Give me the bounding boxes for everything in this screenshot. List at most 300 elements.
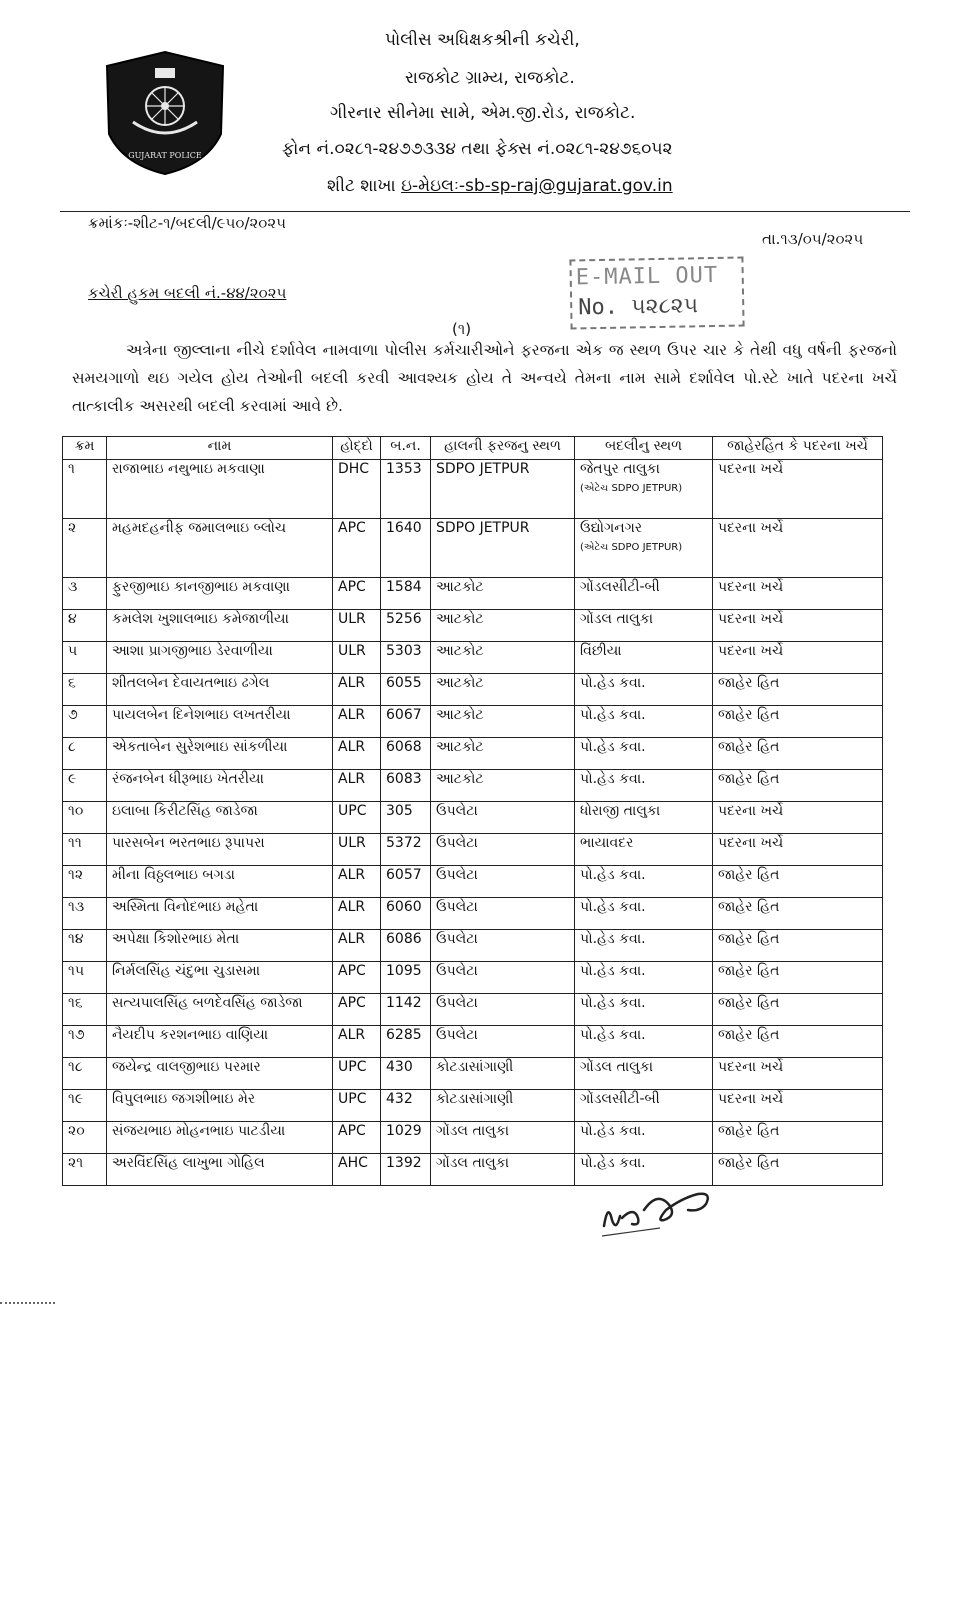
cell-current-posting <box>431 674 575 706</box>
cell-transfer-place-text: પો.હેડ કવા. <box>580 899 646 915</box>
cell-buckle-number <box>381 770 431 802</box>
branch-label: શીટ શાખા <box>327 176 396 196</box>
cell-transfer-place-text: પો.હેડ કવા. <box>580 1027 646 1043</box>
cell-name-text: અપેક્ષા કિશોરભાઇ મેતા <box>112 931 240 947</box>
cell-buckle-number <box>381 706 431 738</box>
cell-transfer-place <box>575 519 713 578</box>
cell-current-posting-text: ઉપલેટા <box>436 803 478 819</box>
cell-serial-text: ૪ <box>68 611 77 627</box>
attach-note: (એટેચ SDPO JETPUR) <box>580 542 683 553</box>
signature <box>600 1176 730 1238</box>
cell-serial <box>63 930 107 962</box>
cell-buckle-number-text: 305 <box>386 803 413 819</box>
cell-designation-text: ALR <box>338 707 366 723</box>
cell-designation <box>333 460 381 519</box>
cell-designation-text: ALR <box>338 771 366 787</box>
cell-current-posting-text: આટકોટ <box>436 643 484 659</box>
cell-transfer-type <box>713 519 883 578</box>
cell-transfer-place <box>575 642 713 674</box>
cell-serial-text: ૧૫ <box>68 963 85 979</box>
cell-current-posting <box>431 738 575 770</box>
cell-name-text: ફુરજીભાઇ કાનજીભાઇ મકવાણા <box>112 579 290 595</box>
cell-serial <box>63 460 107 519</box>
cell-transfer-type-text: જાહેર હિત <box>718 1155 780 1171</box>
cell-serial <box>63 1154 107 1186</box>
cell-transfer-type-text: જાહેર હિત <box>718 1123 780 1139</box>
cell-serial <box>63 642 107 674</box>
cell-buckle-number-text: 6285 <box>386 1027 422 1043</box>
order-paragraph-text: અત્રેના જીલ્લાના નીચે દર્શાવેલ નામવાળા પોલીસ કર્મચારીઓને ફરજના એક જ સ્થળ ઉપર ચાર કે તેથી વધુ વર્ષની ફરજનો સમયગાળો થઇ ગયેલ હોય તેઓની બદલી કરવી આવશ્યક હોય તે અન્વયે તેમના નામ સામે દર્શાવેલ પો.સ્ટે ખાતે પદરના ખર્ચે તાત્કાલીક અસરથી બદલી કરવામાં આવે છે. <box>72 341 897 415</box>
cell-current-posting-text: ઉપલેટા <box>436 835 478 851</box>
cell-current-posting-text: આટકોટ <box>436 771 484 787</box>
cell-name-text: કમલેશ ખુશાલભાઇ કમેજાળીયા <box>112 611 289 627</box>
cell-transfer-type <box>713 706 883 738</box>
table-header-row <box>63 437 883 460</box>
header-divider <box>60 211 910 212</box>
col-header-current-posting: હાલની ફરજનુ સ્થળ <box>431 437 575 460</box>
cell-current-posting-text: આટકોટ <box>436 707 484 723</box>
cell-designation-text: ULR <box>338 643 366 659</box>
cell-transfer-place <box>575 770 713 802</box>
cell-transfer-type <box>713 834 883 866</box>
cell-transfer-type <box>713 866 883 898</box>
cell-designation <box>333 642 381 674</box>
gujarat-police-logo <box>97 48 233 176</box>
email-link[interactable]: ઇ-મેઇલઃ-sb-sp-raj@gujarat.gov.in <box>401 176 673 196</box>
cell-transfer-type-text: પદરના ખર્ચે <box>718 520 784 536</box>
cell-buckle-number <box>381 930 431 962</box>
table-row <box>63 898 883 930</box>
cell-name-text: સત્યપાલસિંહ બળદેવસિંહ જાડેજા <box>112 995 303 1011</box>
cell-buckle-number-text: 6060 <box>386 899 422 915</box>
cell-transfer-type-text: પદરના ખર્ચે <box>718 803 784 819</box>
cell-designation <box>333 930 381 962</box>
table-row <box>63 674 883 706</box>
cell-serial <box>63 674 107 706</box>
cell-current-posting-text: SDPO JETPUR <box>436 461 530 477</box>
cell-designation <box>333 1026 381 1058</box>
cell-transfer-type <box>713 994 883 1026</box>
cell-transfer-place-text: પો.હેડ કવા. <box>580 995 646 1011</box>
cell-designation-text: AHC <box>338 1155 368 1171</box>
cell-designation <box>333 578 381 610</box>
cell-buckle-number-text: 1095 <box>386 963 422 979</box>
cell-serial-text: ૧૨ <box>68 867 84 883</box>
cell-name-text: અરવિંદસિંહ લાખુભા ગોહિલ <box>112 1155 265 1171</box>
table-row <box>63 738 883 770</box>
cell-name-text: શીતલબેન દેવાયતભાઇ ઢગેલ <box>112 675 270 691</box>
cell-serial-text: ૫ <box>68 643 78 659</box>
cell-current-posting-text: ગોંડલ તાલુકા <box>436 1123 510 1139</box>
cell-current-posting <box>431 1122 575 1154</box>
order-paragraph <box>72 336 897 420</box>
cell-transfer-place <box>575 578 713 610</box>
cell-transfer-type-text: જાહેર હિત <box>718 675 780 691</box>
cell-designation-text: ALR <box>338 1027 366 1043</box>
cell-buckle-number-text: 6086 <box>386 931 422 947</box>
cell-serial-text: ૩ <box>68 579 78 595</box>
cell-serial-text: ૯ <box>68 771 77 787</box>
cell-buckle-number <box>381 1090 431 1122</box>
table-row <box>63 610 883 642</box>
attach-note: (એટેચ SDPO JETPUR) <box>580 483 683 494</box>
cell-current-posting-text: આટકોટ <box>436 579 484 595</box>
office-name: પોલીસ અધિક્ષકશ્રીની કચેરી, <box>385 30 580 50</box>
cell-serial-text: ૧૬ <box>68 995 83 1011</box>
cell-name <box>107 962 333 994</box>
cell-current-posting-text: આટકોટ <box>436 739 484 755</box>
table-row <box>63 770 883 802</box>
cell-designation <box>333 706 381 738</box>
cell-transfer-place-text: પો.હેડ કવા. <box>580 739 646 755</box>
cell-designation <box>333 834 381 866</box>
cell-name <box>107 610 333 642</box>
table-row <box>63 834 883 866</box>
cell-transfer-place <box>575 834 713 866</box>
stamp-line-2: No. ૫૨૮૨૫ <box>578 293 699 321</box>
cell-serial <box>63 1058 107 1090</box>
cell-transfer-type <box>713 962 883 994</box>
cell-current-posting-text: ઉપલેટા <box>436 931 478 947</box>
cell-current-posting-text: SDPO JETPUR <box>436 520 530 536</box>
cell-serial <box>63 738 107 770</box>
cell-serial <box>63 834 107 866</box>
col-header-transfer-place: બદલીનુ સ્થળ <box>575 437 713 460</box>
cell-current-posting <box>431 642 575 674</box>
cell-current-posting <box>431 962 575 994</box>
cell-serial <box>63 706 107 738</box>
cell-current-posting-text: કોટડાસાંગાણી <box>436 1091 514 1107</box>
scan-edge-mark <box>0 1302 55 1304</box>
table-row <box>63 802 883 834</box>
table-row <box>63 962 883 994</box>
cell-designation <box>333 1058 381 1090</box>
cell-buckle-number-text: 6055 <box>386 675 422 691</box>
cell-transfer-type <box>713 898 883 930</box>
cell-buckle-number <box>381 866 431 898</box>
table-row <box>63 578 883 610</box>
cell-transfer-place-text: ધોરાજી તાલુકા <box>580 803 661 819</box>
cell-current-posting-text: ઉપલેટા <box>436 867 478 883</box>
cell-current-posting <box>431 460 575 519</box>
col-header-designation: હોદ્દો <box>333 437 381 460</box>
cell-name <box>107 1026 333 1058</box>
cell-serial-text: ૧૦ <box>68 803 84 819</box>
cell-transfer-type-text: જાહેર હિત <box>718 995 780 1011</box>
cell-designation-text: UPC <box>338 803 367 819</box>
cell-buckle-number-text: 6067 <box>386 707 422 723</box>
table-row <box>63 930 883 962</box>
cell-designation-text: APC <box>338 520 366 536</box>
cell-buckle-number <box>381 962 431 994</box>
cell-buckle-number <box>381 1026 431 1058</box>
cell-transfer-place <box>575 738 713 770</box>
cell-current-posting <box>431 610 575 642</box>
cell-designation-text: APC <box>338 579 366 595</box>
cell-buckle-number <box>381 460 431 519</box>
cell-transfer-type <box>713 738 883 770</box>
reference-number: ક્રમાંકઃ-શીટ-૧/બદલી/૯૫૦/૨૦૨૫ <box>88 214 286 232</box>
cell-serial-text: ૨ <box>68 520 77 536</box>
cell-designation <box>333 738 381 770</box>
cell-buckle-number <box>381 642 431 674</box>
cell-transfer-place-text: પો.હેડ કવા. <box>580 675 646 691</box>
cell-current-posting <box>431 866 575 898</box>
cell-name <box>107 578 333 610</box>
col-header-serial: ક્રમ <box>63 437 107 460</box>
cell-transfer-place <box>575 1090 713 1122</box>
cell-serial <box>63 1090 107 1122</box>
cell-designation-text: ALR <box>338 899 366 915</box>
cell-serial-text: ૭ <box>68 707 78 723</box>
cell-designation-text: ULR <box>338 835 366 851</box>
table-row <box>63 866 883 898</box>
cell-buckle-number-text: 5256 <box>386 611 422 627</box>
cell-current-posting-text: ઉપલેટા <box>436 899 478 915</box>
cell-serial-text: ૧૪ <box>68 931 84 947</box>
cell-transfer-place <box>575 1026 713 1058</box>
cell-buckle-number-text: 1584 <box>386 579 422 595</box>
cell-transfer-type <box>713 578 883 610</box>
cell-name <box>107 674 333 706</box>
cell-designation-text: UPC <box>338 1091 367 1107</box>
cell-serial <box>63 898 107 930</box>
table-row <box>63 1026 883 1058</box>
cell-name-text: નૈયદીપ કરશનભાઇ વાણિયા <box>112 1027 269 1043</box>
cell-transfer-type <box>713 610 883 642</box>
cell-name-text: મીના વિઠ્ઠલભાઇ બગડા <box>112 867 235 883</box>
cell-current-posting <box>431 770 575 802</box>
cell-transfer-type <box>713 1154 883 1186</box>
cell-transfer-place-text: ઉદ્યોગનગર <box>580 520 643 536</box>
cell-designation-text: ALR <box>338 739 366 755</box>
cell-current-posting-text: ઉપલેટા <box>436 963 478 979</box>
cell-transfer-place <box>575 1122 713 1154</box>
cell-transfer-place <box>575 994 713 1026</box>
cell-current-posting <box>431 1090 575 1122</box>
cell-designation <box>333 898 381 930</box>
cell-transfer-type-text: જાહેર હિત <box>718 739 780 755</box>
cell-current-posting-text: કોટડાસાંગાણી <box>436 1059 514 1075</box>
cell-transfer-type <box>713 1058 883 1090</box>
cell-name-text: અસ્મિતા વિનોદભાઇ મહેતા <box>112 899 259 915</box>
col-header-name: નામ <box>107 437 333 460</box>
cell-buckle-number <box>381 1058 431 1090</box>
cell-name-text: વિપુલભાઇ જગશીભાઇ મેર <box>112 1091 256 1107</box>
cell-buckle-number-text: 1029 <box>386 1123 422 1139</box>
cell-current-posting-text: ઉપલેટા <box>436 1027 478 1043</box>
table-row <box>63 460 883 519</box>
cell-name <box>107 1122 333 1154</box>
logo-text: GUJARAT POLICE <box>128 151 202 160</box>
table-row <box>63 1122 883 1154</box>
cell-designation-text: APC <box>338 963 366 979</box>
cell-buckle-number-text: 5372 <box>386 835 422 851</box>
cell-current-posting <box>431 930 575 962</box>
cell-transfer-type-text: જાહેર હિત <box>718 771 780 787</box>
transfer-table <box>62 436 883 1186</box>
cell-current-posting-text: આટકોટ <box>436 675 484 691</box>
cell-designation <box>333 1090 381 1122</box>
cell-designation <box>333 962 381 994</box>
cell-transfer-place-text: વિંછીયા <box>580 643 622 659</box>
cell-name-text: રંજનબેન ધીરૂભાઇ ખેતરીયા <box>112 771 264 787</box>
cell-transfer-type-text: જાહેર હિત <box>718 867 780 883</box>
cell-transfer-place <box>575 1058 713 1090</box>
cell-name <box>107 802 333 834</box>
col-header-buckle-number: બ.ન. <box>381 437 431 460</box>
stamp-line-1: E-MAIL OUT <box>575 262 719 291</box>
cell-current-posting <box>431 519 575 578</box>
cell-buckle-number <box>381 1122 431 1154</box>
cell-serial-text: ૧ <box>68 461 75 477</box>
cell-transfer-type-text: જાહેર હિત <box>718 899 780 915</box>
cell-name-text: મહમદહનીફ જમાલભાઇ બ્લોચ <box>112 520 287 536</box>
cell-transfer-place-text: પો.હેડ કવા. <box>580 707 646 723</box>
cell-designation <box>333 994 381 1026</box>
cell-buckle-number-text: 430 <box>386 1059 413 1075</box>
cell-transfer-place-text: પો.હેડ કવા. <box>580 771 646 787</box>
cell-name-text: જયેન્દ્ર વાલજીભાઇ પરમાર <box>112 1059 261 1075</box>
cell-transfer-place <box>575 930 713 962</box>
cell-buckle-number <box>381 610 431 642</box>
cell-buckle-number-text: 5303 <box>386 643 422 659</box>
cell-designation-text: APC <box>338 995 366 1011</box>
cell-current-posting-text: આટકોટ <box>436 611 484 627</box>
cell-designation-text: UPC <box>338 1059 367 1075</box>
cell-buckle-number-text: 1353 <box>386 461 422 477</box>
cell-transfer-place-text: જેતપુર તાલુકા <box>580 461 660 477</box>
table-row <box>63 994 883 1026</box>
cell-buckle-number-text: 1640 <box>386 520 422 536</box>
cell-designation-text: ALR <box>338 931 366 947</box>
cell-transfer-type <box>713 642 883 674</box>
cell-serial <box>63 770 107 802</box>
order-title: કચેરી હુકમ બદલી નં.-૪૪/૨૦૨૫ <box>88 284 287 302</box>
cell-name-text: આશા પ્રાગજીભાઇ ડેરવાળીયા <box>112 643 273 659</box>
cell-buckle-number <box>381 519 431 578</box>
cell-transfer-type <box>713 674 883 706</box>
cell-transfer-type-text: પદરના ખર્ચે <box>718 611 784 627</box>
cell-transfer-type-text: પદરના ખર્ચે <box>718 835 784 851</box>
cell-buckle-number-text: 1392 <box>386 1155 422 1171</box>
cell-name <box>107 930 333 962</box>
office-address: ગીરનાર સીનેમા સામે, એમ.જી.રોડ, રાજકોટ. <box>330 103 636 123</box>
cell-name-text: ઇલાબા કિરીટસિંહ જાડેજા <box>112 803 258 819</box>
cell-name <box>107 519 333 578</box>
cell-name <box>107 1090 333 1122</box>
cell-serial <box>63 962 107 994</box>
cell-designation <box>333 770 381 802</box>
cell-designation-text: APC <box>338 1123 366 1139</box>
cell-buckle-number <box>381 1154 431 1186</box>
cell-designation <box>333 519 381 578</box>
cell-current-posting <box>431 802 575 834</box>
cell-transfer-place-text: પો.હેડ કવા. <box>580 867 646 883</box>
cell-transfer-type <box>713 930 883 962</box>
cell-transfer-type-text: પદરના ખર્ચે <box>718 461 784 477</box>
cell-buckle-number-text: 432 <box>386 1091 413 1107</box>
cell-current-posting <box>431 994 575 1026</box>
cell-serial-text: ૨૧ <box>68 1155 84 1171</box>
cell-buckle-number <box>381 674 431 706</box>
office-phone-fax: ફોન નં.૦૨૮૧-૨૪૭૭૩૩૪ તથા ફેક્સ નં.૦૨૮૧-૨૪૭૬૦૫૨ <box>282 139 673 159</box>
cell-buckle-number-text: 6068 <box>386 739 422 755</box>
cell-designation-text: ULR <box>338 611 366 627</box>
cell-transfer-type <box>713 802 883 834</box>
cell-serial-text: ૧૩ <box>68 899 85 915</box>
cell-buckle-number <box>381 738 431 770</box>
cell-serial-text: ૧૯ <box>68 1091 84 1107</box>
cell-transfer-type <box>713 1090 883 1122</box>
cell-transfer-place <box>575 962 713 994</box>
cell-name <box>107 460 333 519</box>
cell-designation-text: DHC <box>338 461 370 477</box>
cell-name <box>107 642 333 674</box>
cell-designation <box>333 1154 381 1186</box>
cell-name <box>107 834 333 866</box>
cell-transfer-place <box>575 866 713 898</box>
office-email-line <box>327 176 673 196</box>
cell-transfer-place <box>575 802 713 834</box>
cell-transfer-place-text: ગોંડલ તાલુકા <box>580 1059 654 1075</box>
col-header-transfer-type: જાહેરહિત કે પદરના ખર્ચે <box>713 437 883 460</box>
cell-serial <box>63 578 107 610</box>
cell-serial <box>63 610 107 642</box>
cell-name <box>107 706 333 738</box>
cell-name <box>107 738 333 770</box>
cell-designation <box>333 610 381 642</box>
cell-designation-text: ALR <box>338 675 366 691</box>
cell-serial-text: ૬ <box>68 675 76 691</box>
cell-name-text: નિર્મલસિંહ ચંદુભા ચુડાસમા <box>112 963 261 979</box>
cell-buckle-number <box>381 898 431 930</box>
office-city: રાજકોટ ગ્રામ્ય, રાજકોટ. <box>405 68 575 88</box>
cell-buckle-number-text: 6083 <box>386 771 422 787</box>
cell-buckle-number-text: 1142 <box>386 995 422 1011</box>
cell-serial <box>63 994 107 1026</box>
cell-designation-text: ALR <box>338 867 366 883</box>
table-row <box>63 706 883 738</box>
cell-transfer-place-text: ગોંડલસીટી-બી <box>580 579 660 595</box>
cell-transfer-place-text: પો.હેડ કવા. <box>580 931 646 947</box>
table-row <box>63 1090 883 1122</box>
cell-transfer-type <box>713 770 883 802</box>
email-out-stamp <box>569 256 744 329</box>
cell-transfer-type <box>713 460 883 519</box>
cell-transfer-type-text: જાહેર હિત <box>718 1027 780 1043</box>
cell-transfer-type-text: જાહેર હિત <box>718 931 780 947</box>
cell-serial <box>63 866 107 898</box>
cell-current-posting <box>431 898 575 930</box>
cell-transfer-type-text: પદરના ખર્ચે <box>718 1059 784 1075</box>
cell-name <box>107 994 333 1026</box>
cell-name <box>107 1058 333 1090</box>
cell-buckle-number <box>381 802 431 834</box>
cell-serial-text: ૧૭ <box>68 1027 85 1043</box>
cell-transfer-type-text: પદરના ખર્ચે <box>718 643 784 659</box>
cell-current-posting <box>431 706 575 738</box>
cell-serial <box>63 802 107 834</box>
cell-transfer-type-text: પદરના ખર્ચે <box>718 1091 784 1107</box>
cell-serial-text: ૧૧ <box>68 835 82 851</box>
cell-buckle-number <box>381 994 431 1026</box>
cell-transfer-place-text: પો.હેડ કવા. <box>580 1123 646 1139</box>
cell-transfer-type <box>713 1122 883 1154</box>
cell-transfer-type-text: પદરના ખર્ચે <box>718 579 784 595</box>
table-body <box>63 460 883 1186</box>
order-date: તા.૧૩/૦૫/૨૦૨૫ <box>762 230 864 248</box>
